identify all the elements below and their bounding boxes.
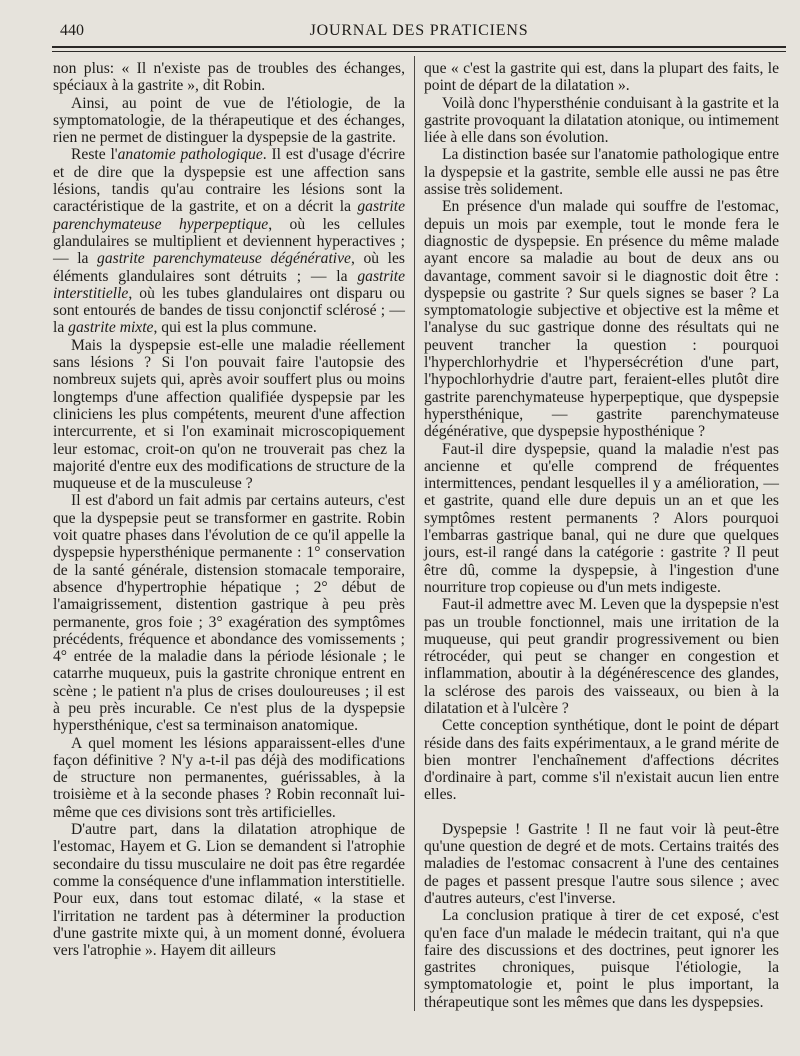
- italic-term: gastrite mixte: [68, 319, 154, 337]
- page-number: 440: [60, 22, 84, 39]
- left-column: [53, 60, 405, 959]
- text-run: . Il est d'usage d'écrire et de dire que la dyspepsie est une affection sans lésions, tandis qu'au contraire les lésions sont la caractéristique de la gastrite, et on a décrit la: [53, 146, 405, 216]
- text-run: , qui est la plus commune.: [153, 319, 317, 337]
- header-rule-thick: [52, 46, 786, 48]
- paragraph-q2: [424, 95, 779, 147]
- italic-term: anatomie pathologique: [117, 146, 263, 164]
- paragraph-q3: [424, 146, 779, 198]
- paragraph-q8: [424, 821, 779, 907]
- italic-term: gastrite interstitielle: [53, 267, 405, 302]
- paragraph-p1: [53, 60, 405, 95]
- text-run: D'autre part, dans la dilatation atrophique de l'estomac, Hayem et G. Lion se demandent si l'atrophie secondaire du tissu musculaire ne doit pas être regardée comme la conséquence d'une inflammation interstitielle. Pour eux, dans tout estomac dilaté, « la stase et l'irritation ne tardent pas à déterminer la production d'une gastrite mixte qui, à un moment donné, évoluera vers l'atrophie ». Hayem dit ailleurs: [53, 821, 405, 960]
- journal-title: JOURNAL DES PRATICIENS: [309, 22, 529, 39]
- text-run: Mais la dyspepsie est-elle une maladie réellement sans lésions ? Si l'on pouvait faire l'autopsie des nombreux sujets qui, après avoir souffert plus ou moins longtemps d'une affection qualifiée dyspepsie par les cliniciens les plus compétents, meurent d'une affection intercurrente, et si l'on examinait microscopiquement leur estomac, croit-on qu'on ne trouverait pas chez la majorité d'entre eux des modifications de structure de la muqueuse et de la musculeuse ?: [53, 336, 405, 493]
- paragraph-p5: [53, 492, 405, 734]
- text-run: La conclusion pratique à tirer de cet exposé, c'est qu'en face d'un malade le médecin traitant, qui n'a que faire des discussions et des doctrines, peut ignorer les gastrites chroniques, puisque l'étiologie, la symptomatologie et, point le plus important, la thérapeutique sont les mêmes que dans les dyspepsies.: [424, 907, 779, 1011]
- paragraph-p3: [53, 146, 405, 336]
- column-divider: [414, 56, 415, 1011]
- text-run: que « c'est la gastrite qui est, dans la plupart des faits, le point de départ de la dilatation ».: [424, 60, 779, 95]
- text-run: non plus: « Il n'existe pas de troubles des échanges, spéciaux à la gastrite », dit Robin.: [53, 60, 405, 95]
- text-run: Voilà donc l'hypersthénie conduisant à la gastrite et la gastrite provoquant la dilatation atonique, ou intimement liée à elle dans son évolution.: [424, 94, 779, 147]
- paragraph-q4: [424, 198, 779, 440]
- text-run: A quel moment les lésions apparaissent-elles d'une façon définitive ? N'y a-t-il pas déjà des modifications de structure non permanentes, guérissables, à la troisième et à la seconde phases ? Robin reconnaît lui-même que ces divisions sont très artificielles.: [53, 734, 405, 821]
- text-run: Reste l': [71, 146, 118, 164]
- paragraph-p2: [53, 95, 405, 147]
- italic-term: gastrite parenchymateuse dégénérative: [97, 250, 351, 268]
- text-run: Ainsi, au point de vue de l'étiologie, de la symptomatologie, de la thérapeutique et des échanges, rien ne permet de distinguer la dyspepsie de la gastrite.: [53, 94, 405, 147]
- paragraph-p6: [53, 735, 405, 821]
- paragraph-q9: [424, 907, 779, 1011]
- paragraph-q7: [424, 717, 779, 803]
- paragraph-q5: [424, 441, 779, 597]
- text-run: , où les cellules glandulaires se multiplient et deviennent hyperactives ; — la: [53, 215, 406, 268]
- text-run: , où les tubes glandulaires ont disparu ou sont entourés de bandes de tissu conjonctif sclérosé ; — la: [53, 284, 405, 337]
- text-run: En présence d'un malade qui souffre de l'estomac, depuis un mois par exemple, tout le monde fera le diagnostic de dyspepsie. En présence du même malade ayant encore sa maladie au bout de deux ans ou davantage, comment savoir si le diagnostic doit être : dyspepsie ou gastrite ? Sur quels signes se baser ? La symptomatologie subjective et objective est la même et l'analyse du suc gastrique donne des résultats qui ne peuvent trancher la question : pourquoi l'hyperchlorhydrie et l'hypersécrétion d'une part, l'hypochlorhydrie d'autre part, feraient-elles plutôt dire gastrite parenchymateuse hyperpeptique, que dyspepsie hypersthénique, — gastrite parenchymateuse dégénérative, que dyspepsie hyposthénique ?: [424, 198, 779, 441]
- text-run: Il est d'abord un fait admis par certains auteurs, c'est que la dyspepsie peut se transformer en gastrite. Robin voit quatre phases dans l'évolution de ce qu'il appelle la dyspepsie hypersthénique permanente : 1° conservation de la santé générale, distension stomacale temporaire, absence d'hypertrophie hépatique ; 2° début de l'amaigrissement, distention gastrique à peu près permanente, gros foie ; 3° exagération des symptômes précédents, fréquence et abondance des vomissements ; 4° entrée de la maladie dans la période lésionale ; le catarrhe muqueux, puis la gastrite chronique entrent en scène ; le patient n'a plus de crises douloureuses ; il est à peu près incurable. Ce n'est plus de la dyspepsie hypersthénique, c'est sa terminaison anatomique.: [53, 492, 405, 735]
- paragraph-q6: [424, 596, 779, 717]
- text-run: La distinction basée sur l'anatomie pathologique entre la dyspepsie et la gastrite, semble elle aussi ne pas être assise très solidement.: [424, 146, 779, 199]
- text-run: Faut-il dire dyspepsie, quand la maladie n'est pas ancienne et qu'elle comprend de fréquentes intermittences, pendant lesquelles il y a amélioration, — et gastrite, quand elle dure depuis un an et que les symptômes restent permanents ? Alors pourquoi l'embarras gastrique banal, qui ne dure que quelques jours, est-il rangé dans la catégorie : gastrite ? Il peut être dû, comme la dyspepsie, à l'ingestion d'une nourriture trop copieuse ou d'un mets indigeste.: [424, 440, 779, 596]
- paragraph-q1: [424, 60, 779, 95]
- text-run: Cette conception synthétique, dont le point de départ réside dans des faits expérimentaux, a le grand mérite de bien montrer l'enchaînement d'affections décrites d'ordinaire à part, comme s'il n'existait aucun lien entre elles.: [424, 717, 779, 804]
- paragraph-p4: [53, 337, 405, 493]
- right-column: [424, 60, 779, 1011]
- text-run: Dyspepsie ! Gastrite ! Il ne faut voir là peut-être qu'une question de degré et de mots. Certains traités des maladies de l'estomac consacrent à l'une des centaines de pages et passent presque l'autre sous silence ; avec d'autres auteurs, c'est l'inverse.: [424, 820, 779, 907]
- text-run: , où les éléments glandulaires sont détruits ; — la: [53, 250, 405, 285]
- paragraph-p7: [53, 821, 405, 959]
- italic-term: gastrite parenchymateuse hyperpeptique: [53, 198, 405, 233]
- header-rule-thin: [52, 51, 786, 52]
- page-header: [52, 18, 786, 44]
- text-run: Faut-il admettre avec M. Leven que la dyspepsie n'est pas un trouble fonctionnel, mais une irritation de la muqueuse, qui peut grandir progressivement ou bien rétrocéder, qui peut se changer en congestion et inflammation, aboutir à la dégénérescence des glandes, la sclérose des parois des vaisseaux, ou bien à la dilatation et à l'ulcère ?: [424, 596, 779, 717]
